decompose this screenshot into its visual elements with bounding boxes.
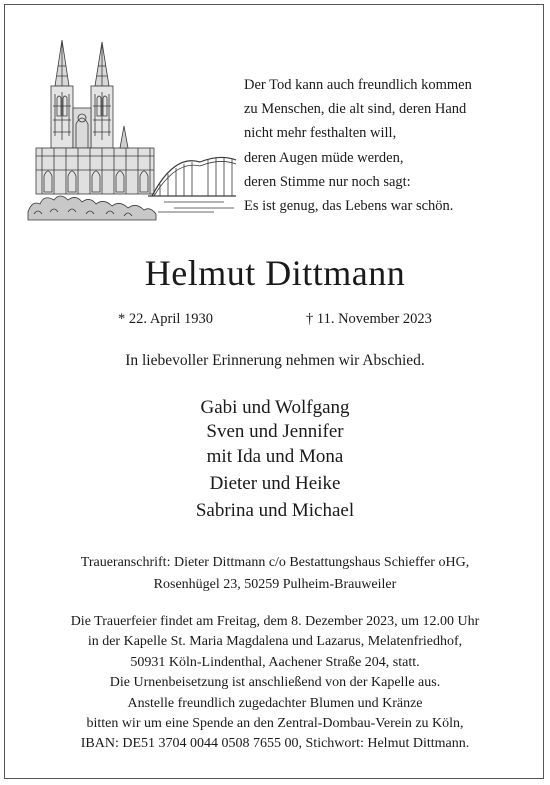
service-info (0, 612, 550, 755)
family-member: Gabi und Wolfgang (200, 397, 350, 418)
family-member: mit Ida und Mona (206, 446, 344, 467)
family-member: Dieter und Heike (209, 473, 341, 494)
birth-date: * 22. April 1930 (118, 311, 214, 327)
service-line: in der Kapelle St. Maria Magdalena und Lazarus, Melatenfriedhof, (87, 634, 463, 650)
service-line: 50931 Köln-Lindenthal, Aachener Straße 204, statt. (130, 654, 420, 670)
service-line: Die Trauerfeier findet am Freitag, dem 8. Dezember 2023, um 12.00 Uhr (70, 614, 480, 629)
death-date: † 11. November 2023 (306, 311, 432, 327)
poem-line: Es ist genug, das Lebens war schön. (244, 198, 454, 215)
poem (244, 73, 540, 218)
service-line: IBAN: DE51 3704 0044 0508 7655 00, Stichwort: Helmut Dittmann. (80, 736, 470, 752)
deceased-name: Helmut Dittmann (144, 253, 406, 293)
service-line: Die Urnenbeisetzung ist anschließend von der Kapelle aus. (109, 675, 441, 691)
address-line: Rosenhügel 23, 50259 Pulheim-Brauweiler (153, 577, 397, 592)
poem-line: Der Tod kann auch freundlich kommen (244, 77, 472, 93)
address-line: Traueranschrift: Dieter Dittmann c/o Bestattungshaus Schieffer oHG, (80, 555, 470, 570)
poem-line: deren Stimme nur noch sagt: (244, 173, 411, 190)
family-list (0, 394, 550, 524)
service-line: bitten wir um eine Spende an den Zentral-Dombau-Verein zu Köln, (86, 716, 464, 732)
service-line: Anstelle freundlich zugedachter Blumen und Kränze (127, 695, 423, 711)
mourning-address (0, 552, 550, 596)
poem-line: nicht mehr festhalten will, (244, 125, 397, 142)
farewell-text: In liebevoller Erinnerung nehmen wir Abschied. (125, 352, 425, 369)
poem-line: deren Augen müde werden, (244, 149, 404, 166)
family-member: Sabrina und Michael (195, 500, 355, 521)
cologne-cathedral-icon (24, 36, 236, 222)
family-member: Sven und Jennifer (206, 421, 344, 442)
poem-line: zu Menschen, die alt sind, deren Hand (244, 101, 467, 118)
